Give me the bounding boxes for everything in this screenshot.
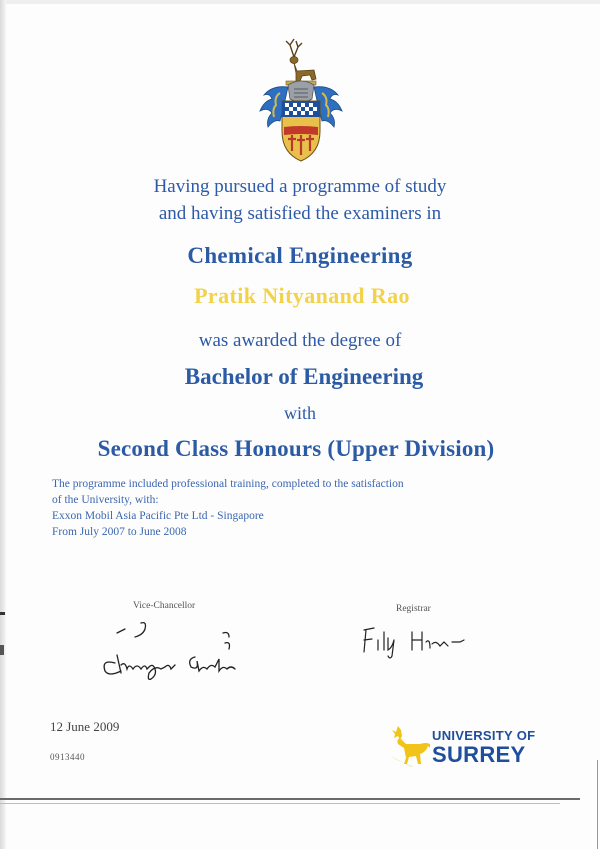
training-line: The programme included professional training, completed to the satisfaction bbox=[52, 478, 404, 490]
scan-left-mark bbox=[0, 645, 4, 655]
award-date: 12 June 2009 bbox=[50, 719, 120, 734]
training-line: From July 2007 to June 2008 bbox=[52, 526, 187, 538]
scan-top-edge bbox=[0, 0, 600, 4]
scan-left-mark bbox=[0, 612, 5, 615]
registrar-signature bbox=[360, 620, 490, 660]
honours-classification: Second Class Honours (Upper Division) bbox=[97, 436, 495, 461]
coat-of-arms-icon bbox=[250, 35, 350, 165]
university-name-text: SURREY bbox=[432, 742, 526, 767]
registrar-label: Registrar bbox=[396, 604, 431, 614]
training-line: of the University, with: bbox=[52, 494, 159, 506]
serial-number: 0913440 bbox=[50, 752, 85, 762]
subject-title: Chemical Engineering bbox=[187, 243, 413, 268]
with-text: with bbox=[283, 403, 316, 423]
degree-title: Bachelor of Engineering bbox=[184, 364, 424, 389]
university-of-text: UNIVERSITY OF bbox=[432, 728, 536, 743]
vice-chancellor-signature bbox=[95, 615, 255, 690]
vice-chancellor-label: Vice-Chancellor bbox=[133, 601, 196, 611]
intro-line-1: Having pursued a programme of study bbox=[153, 176, 447, 197]
training-line: Exxon Mobil Asia Pacific Pte Ltd - Singapore bbox=[52, 510, 264, 522]
bottom-divider bbox=[0, 803, 560, 804]
bottom-divider bbox=[0, 798, 580, 800]
university-wordmark bbox=[432, 728, 535, 767]
training-statement bbox=[52, 476, 404, 540]
scan-left-edge bbox=[0, 0, 6, 849]
stag-logo-icon bbox=[386, 724, 434, 768]
recipient-name: Pratik Nityanand Rao bbox=[194, 283, 410, 308]
scan-right-edge bbox=[597, 760, 598, 849]
intro-line-2: and having satisfied the examiners in bbox=[158, 203, 442, 224]
awarded-text: was awarded the degree of bbox=[198, 330, 402, 351]
